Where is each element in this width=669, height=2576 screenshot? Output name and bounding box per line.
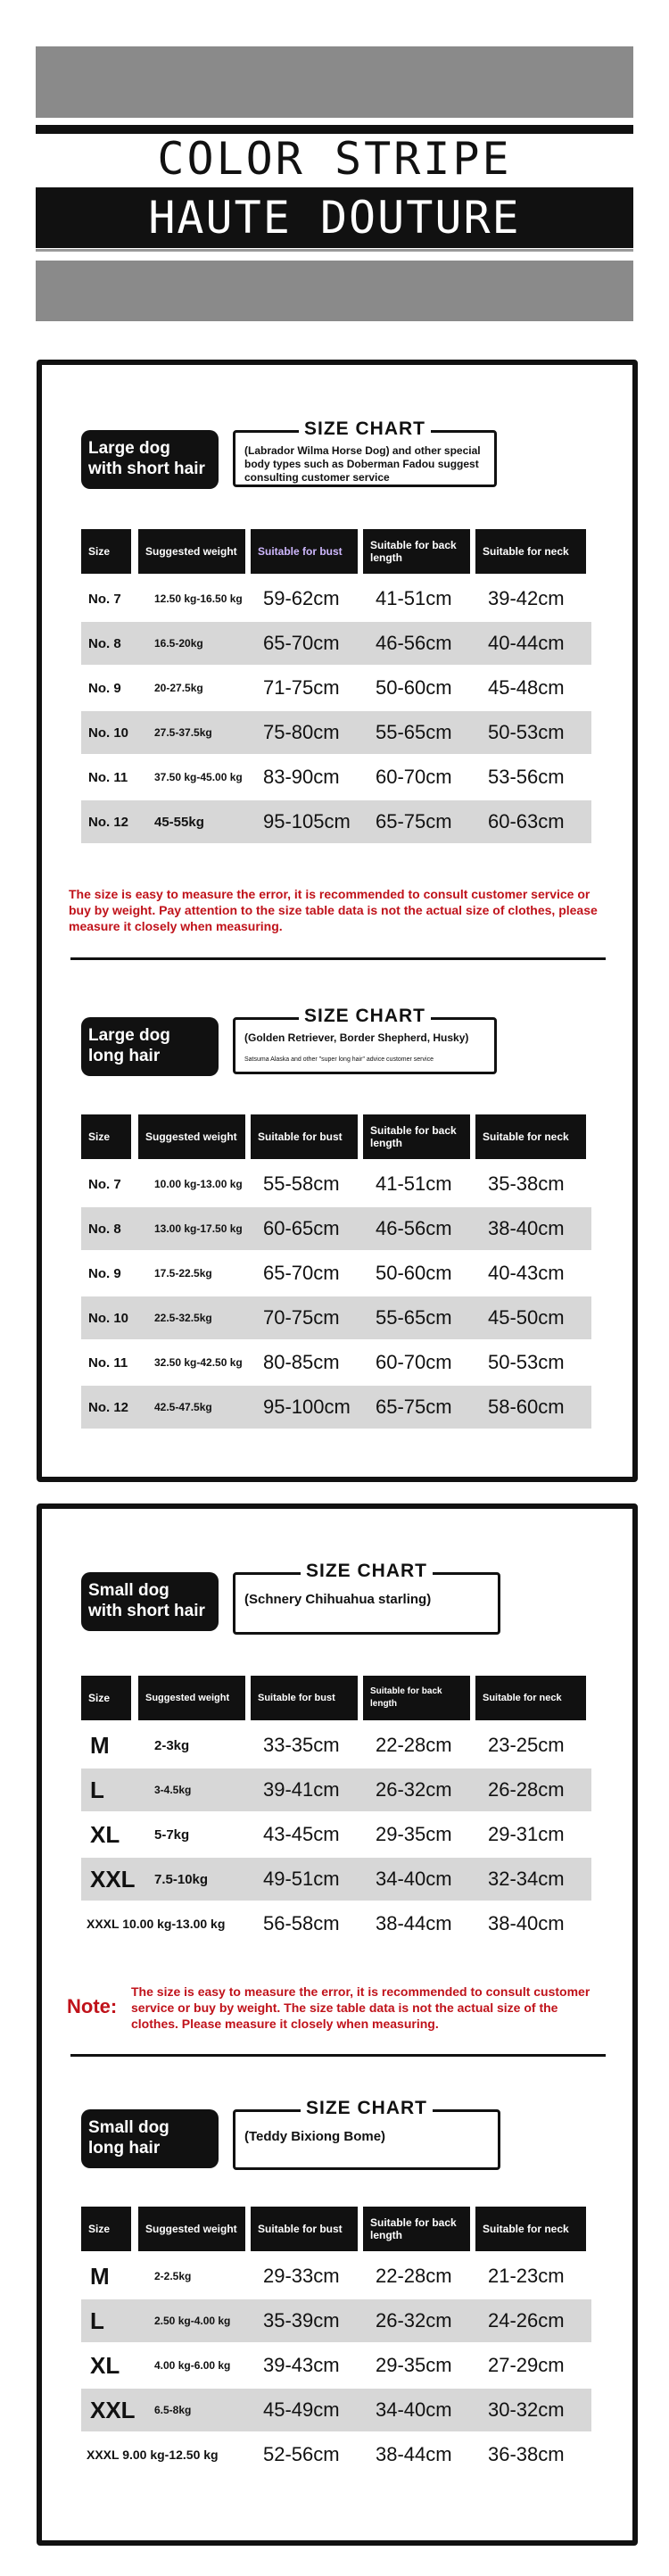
cell-weight: 7.5-10kg [154, 1871, 209, 1887]
cell-neck: 50-53cm [488, 1351, 565, 1373]
cell-weight: 17.5-22.5kg [154, 1266, 212, 1280]
cell-back: 38-44cm [376, 1912, 452, 1934]
label-line1: Small dog [88, 1581, 169, 1600]
cell-size: No. 8 [88, 1221, 121, 1237]
size-chart-desc: (Labrador Wilma Horse Dog) and other special body types such as Doberman Fadou suggest consulting customer service [244, 444, 481, 484]
cell-bust: 55-58cm [263, 1172, 340, 1195]
cell-back: 46-56cm [376, 632, 452, 654]
col-header-weight: Suggested weight [138, 529, 245, 574]
cell-bust: 52-56cm [263, 2443, 340, 2465]
cell-bust: 75-80cm [263, 721, 340, 743]
size-chart-desc: (Schnery Chihuahua starling) [244, 1592, 432, 1607]
label-line2: long hair [88, 1047, 161, 1065]
size-chart-box [233, 1006, 497, 1074]
cell-size: M [90, 1731, 110, 1759]
cell-size: L [90, 1776, 104, 1803]
cell-weight: 42.5-47.5kg [154, 1400, 212, 1413]
table-row [81, 1858, 591, 1901]
section-divider [70, 957, 606, 960]
label-line1: Large dog [88, 439, 170, 458]
cell-back: 34-40cm [376, 1868, 452, 1890]
cell-back: 55-65cm [376, 1306, 452, 1329]
cell-neck: 24-26cm [488, 2309, 565, 2332]
col-header-back: Suitable for back length [363, 529, 470, 574]
cell-size: XXL [90, 1865, 136, 1893]
col-header-size: Size [81, 1676, 131, 1720]
cell-weight: 22.5-32.5kg [154, 1311, 212, 1324]
cell-bust: 43-45cm [263, 1823, 340, 1845]
cell-weight: 27.5-37.5kg [154, 725, 212, 739]
cell-back: 65-75cm [376, 810, 452, 832]
cell-bust: 60-65cm [263, 1217, 340, 1239]
col-header-neck: Suitable for neck [475, 1676, 586, 1720]
cell-size: No. 10 [88, 725, 129, 741]
cell-size: No. 7 [88, 1176, 121, 1192]
cell-weight: 2-2.5kg [154, 2269, 192, 2282]
cell-bust: 29-33cm [263, 2265, 340, 2287]
cell-back: 34-40cm [376, 2398, 452, 2421]
cell-bust: 83-90cm [263, 766, 340, 788]
col-header-weight: Suggested weight [138, 2207, 245, 2251]
cell-back: 60-70cm [376, 1351, 452, 1373]
label-line1: Small dog [88, 2118, 169, 2137]
section-label [81, 1017, 219, 1076]
cell-weight: 4.00 kg-6.00 kg [154, 2358, 231, 2372]
cell-size: No. 8 [88, 635, 121, 651]
measurement-note: The size is easy to measure the error, it is recommended to consult customer service or buy by weight. The size table data is not the actual size of the clothes. Please measure it closely when measuring. [131, 1984, 591, 2031]
table-row [81, 1386, 591, 1429]
size-chart-desc: (Teddy Bixiong Bome) [244, 2129, 386, 2144]
table-row [81, 1163, 591, 1205]
cell-bust: 70-75cm [263, 1306, 340, 1329]
cell-weight: 2.50 kg-4.00 kg [154, 2314, 231, 2327]
size-chart-desc: (Golden Retriever, Border Shepherd, Husky) [244, 1031, 469, 1044]
cell-bust: 33-35cm [263, 1734, 340, 1756]
cell-back: 26-32cm [376, 2309, 452, 2332]
cell-bust: 49-51cm [263, 1868, 340, 1890]
cell-back: 50-60cm [376, 1262, 452, 1284]
label-line2: long hair [88, 2139, 161, 2158]
cell-neck: 21-23cm [488, 2265, 565, 2287]
cell-back: 26-32cm [376, 1778, 452, 1801]
cell-weight: 3-4.5kg [154, 1783, 192, 1796]
col-header-bust: Suitable for bust [251, 529, 358, 574]
label-line2: with short hair [88, 460, 205, 478]
table-row [81, 1768, 591, 1811]
cell-neck: 45-48cm [488, 676, 565, 699]
cell-bust: 45-49cm [263, 2398, 340, 2421]
cell-weight: 20-27.5kg [154, 681, 203, 694]
col-header-back: Suitable for back length [363, 1114, 470, 1159]
cell-back: 38-44cm [376, 2443, 452, 2465]
cell-size: L [90, 2307, 104, 2334]
table-row [81, 1902, 591, 1945]
cell-bust: 95-105cm [263, 810, 351, 832]
cell-size: No. 9 [88, 680, 121, 696]
cell-weight: 5-7kg [154, 1826, 190, 1843]
header-title-line2: HAUTE DOUTURE [36, 187, 633, 248]
cell-weight: 13.00 kg-17.50 kg [154, 1222, 243, 1235]
header-underline [36, 249, 633, 252]
cell-bust: 95-100cm [263, 1396, 351, 1418]
cell-back: 41-51cm [376, 587, 452, 609]
cell-neck: 38-40cm [488, 1912, 565, 1934]
table-row [81, 1341, 591, 1384]
cell-neck: 39-42cm [488, 587, 565, 609]
table-row [81, 1813, 591, 1856]
cell-neck: 53-56cm [488, 766, 565, 788]
cell-back: 50-60cm [376, 676, 452, 699]
cell-neck: 26-28cm [488, 1778, 565, 1801]
note-label: Note: [67, 1995, 118, 2017]
table-row [81, 2389, 591, 2431]
cell-size: XL [90, 2351, 120, 2379]
col-header-size: Size [81, 2207, 131, 2251]
cell-neck: 27-29cm [488, 2354, 565, 2376]
cell-size: No. 7 [88, 591, 121, 607]
size-chart-box [233, 1561, 500, 1635]
table-row [81, 800, 591, 843]
cell-back: 29-35cm [376, 2354, 452, 2376]
table-row [81, 711, 591, 754]
cell-bust: 65-70cm [263, 1262, 340, 1284]
cell-size: XXXL 9.00 kg-12.50 kg [87, 2448, 219, 2462]
cell-size: No. 9 [88, 1265, 121, 1281]
bottom-gray-bar [36, 261, 633, 321]
cell-weight: 16.5-20kg [154, 636, 203, 650]
section-label [81, 2109, 219, 2168]
cell-bust: 39-43cm [263, 2354, 340, 2376]
cell-back: 22-28cm [376, 1734, 452, 1756]
col-header-size: Size [81, 1114, 131, 1159]
cell-size: No. 10 [88, 1310, 129, 1326]
cell-back: 29-35cm [376, 1823, 452, 1845]
size-chart-title: SIZE CHART [301, 2098, 433, 2118]
col-header-weight: Suggested weight [138, 1114, 245, 1159]
table-row [81, 756, 591, 799]
cell-size: XXXL 10.00 kg-13.00 kg [87, 1917, 226, 1931]
cell-neck: 45-50cm [488, 1306, 565, 1329]
section-divider [70, 2054, 606, 2057]
cell-neck: 30-32cm [488, 2398, 565, 2421]
table-row [81, 1296, 591, 1339]
col-header-weight: Suggested weight [138, 1676, 245, 1720]
cell-back: 55-65cm [376, 721, 452, 743]
size-chart-title: SIZE CHART [299, 418, 431, 439]
cell-neck: 50-53cm [488, 721, 565, 743]
cell-size: XL [90, 1820, 120, 1848]
col-header-bust: Suitable for bust [251, 1114, 358, 1159]
measurement-note: The size is easy to measure the error, it is recommended to consult customer service or buy by weight. Pay attention to the size table data is not the actual size of clothes, please measure it closely when measuring. [69, 887, 598, 933]
label-line1: Large dog [88, 1026, 170, 1045]
col-header-back: Suitable for back length [363, 1676, 470, 1720]
table-row [81, 1207, 591, 1250]
size-chart-box [233, 2098, 500, 2170]
small-dog-card [37, 1503, 638, 2546]
cell-weight: 6.5-8kg [154, 2403, 192, 2416]
cell-bust: 80-85cm [263, 1351, 340, 1373]
large-dog-card [37, 360, 638, 1482]
table-row [81, 1252, 591, 1295]
label-line2: with short hair [88, 1602, 205, 1620]
cell-neck: 60-63cm [488, 810, 565, 832]
cell-neck: 29-31cm [488, 1823, 565, 1845]
cell-weight: 45-55kg [154, 814, 204, 830]
cell-size: M [90, 2262, 110, 2290]
table-row [81, 622, 591, 665]
col-header-bust: Suitable for bust [251, 1676, 358, 1720]
cell-back: 22-28cm [376, 2265, 452, 2287]
cell-size: No. 12 [88, 814, 129, 830]
cell-weight: 32.50 kg-42.50 kg [154, 1355, 243, 1369]
col-header-neck: Suitable for neck [475, 529, 586, 574]
cell-bust: 65-70cm [263, 632, 340, 654]
size-chart-title: SIZE CHART [299, 1006, 431, 1026]
cell-neck: 58-60cm [488, 1396, 565, 1418]
cell-neck: 36-38cm [488, 2443, 565, 2465]
cell-bust: 39-41cm [263, 1778, 340, 1801]
size-chart-title: SIZE CHART [301, 1561, 433, 1581]
table-row [81, 2433, 591, 2476]
cell-back: 65-75cm [376, 1396, 452, 1418]
size-chart-subnote: Satsuma Alaska and other "super long hair" advice customer service [244, 1056, 434, 1063]
col-header-neck: Suitable for neck [475, 1114, 586, 1159]
cell-neck: 40-43cm [488, 1262, 565, 1284]
cell-back: 41-51cm [376, 1172, 452, 1195]
section-label [81, 430, 219, 489]
table-row [81, 2299, 591, 2342]
cell-size: No. 12 [88, 1399, 129, 1415]
cell-weight: 12.50 kg-16.50 kg [154, 592, 243, 605]
cell-neck: 40-44cm [488, 632, 565, 654]
cell-bust: 71-75cm [263, 676, 340, 699]
col-header-neck: Suitable for neck [475, 2207, 586, 2251]
table-row [81, 1724, 591, 1767]
col-header-bust: Suitable for bust [251, 2207, 358, 2251]
table-row [81, 577, 591, 620]
cell-bust: 35-39cm [263, 2309, 340, 2332]
cell-neck: 23-25cm [488, 1734, 565, 1756]
section-label [81, 1572, 219, 1631]
table-row [81, 667, 591, 709]
cell-weight: 37.50 kg-45.00 kg [154, 770, 243, 783]
size-chart-box [233, 418, 497, 487]
cell-back: 46-56cm [376, 1217, 452, 1239]
cell-back: 60-70cm [376, 766, 452, 788]
table-row [81, 2255, 591, 2298]
cell-neck: 38-40cm [488, 1217, 565, 1239]
cell-bust: 56-58cm [263, 1912, 340, 1934]
cell-bust: 59-62cm [263, 587, 340, 609]
col-header-size: Size [81, 529, 131, 574]
table-row [81, 2344, 591, 2387]
header-title-line1: COLOR STRIPE [157, 133, 512, 185]
cell-weight: 2-3kg [154, 1737, 190, 1753]
col-header-back: Suitable for back length [363, 2207, 470, 2251]
top-gray-bar [36, 46, 633, 118]
cell-size: No. 11 [88, 769, 128, 785]
cell-size: XXL [90, 2396, 136, 2423]
cell-size: No. 11 [88, 1354, 128, 1371]
cell-neck: 32-34cm [488, 1868, 565, 1890]
cell-weight: 10.00 kg-13.00 kg [154, 1177, 243, 1190]
cell-neck: 35-38cm [488, 1172, 565, 1195]
